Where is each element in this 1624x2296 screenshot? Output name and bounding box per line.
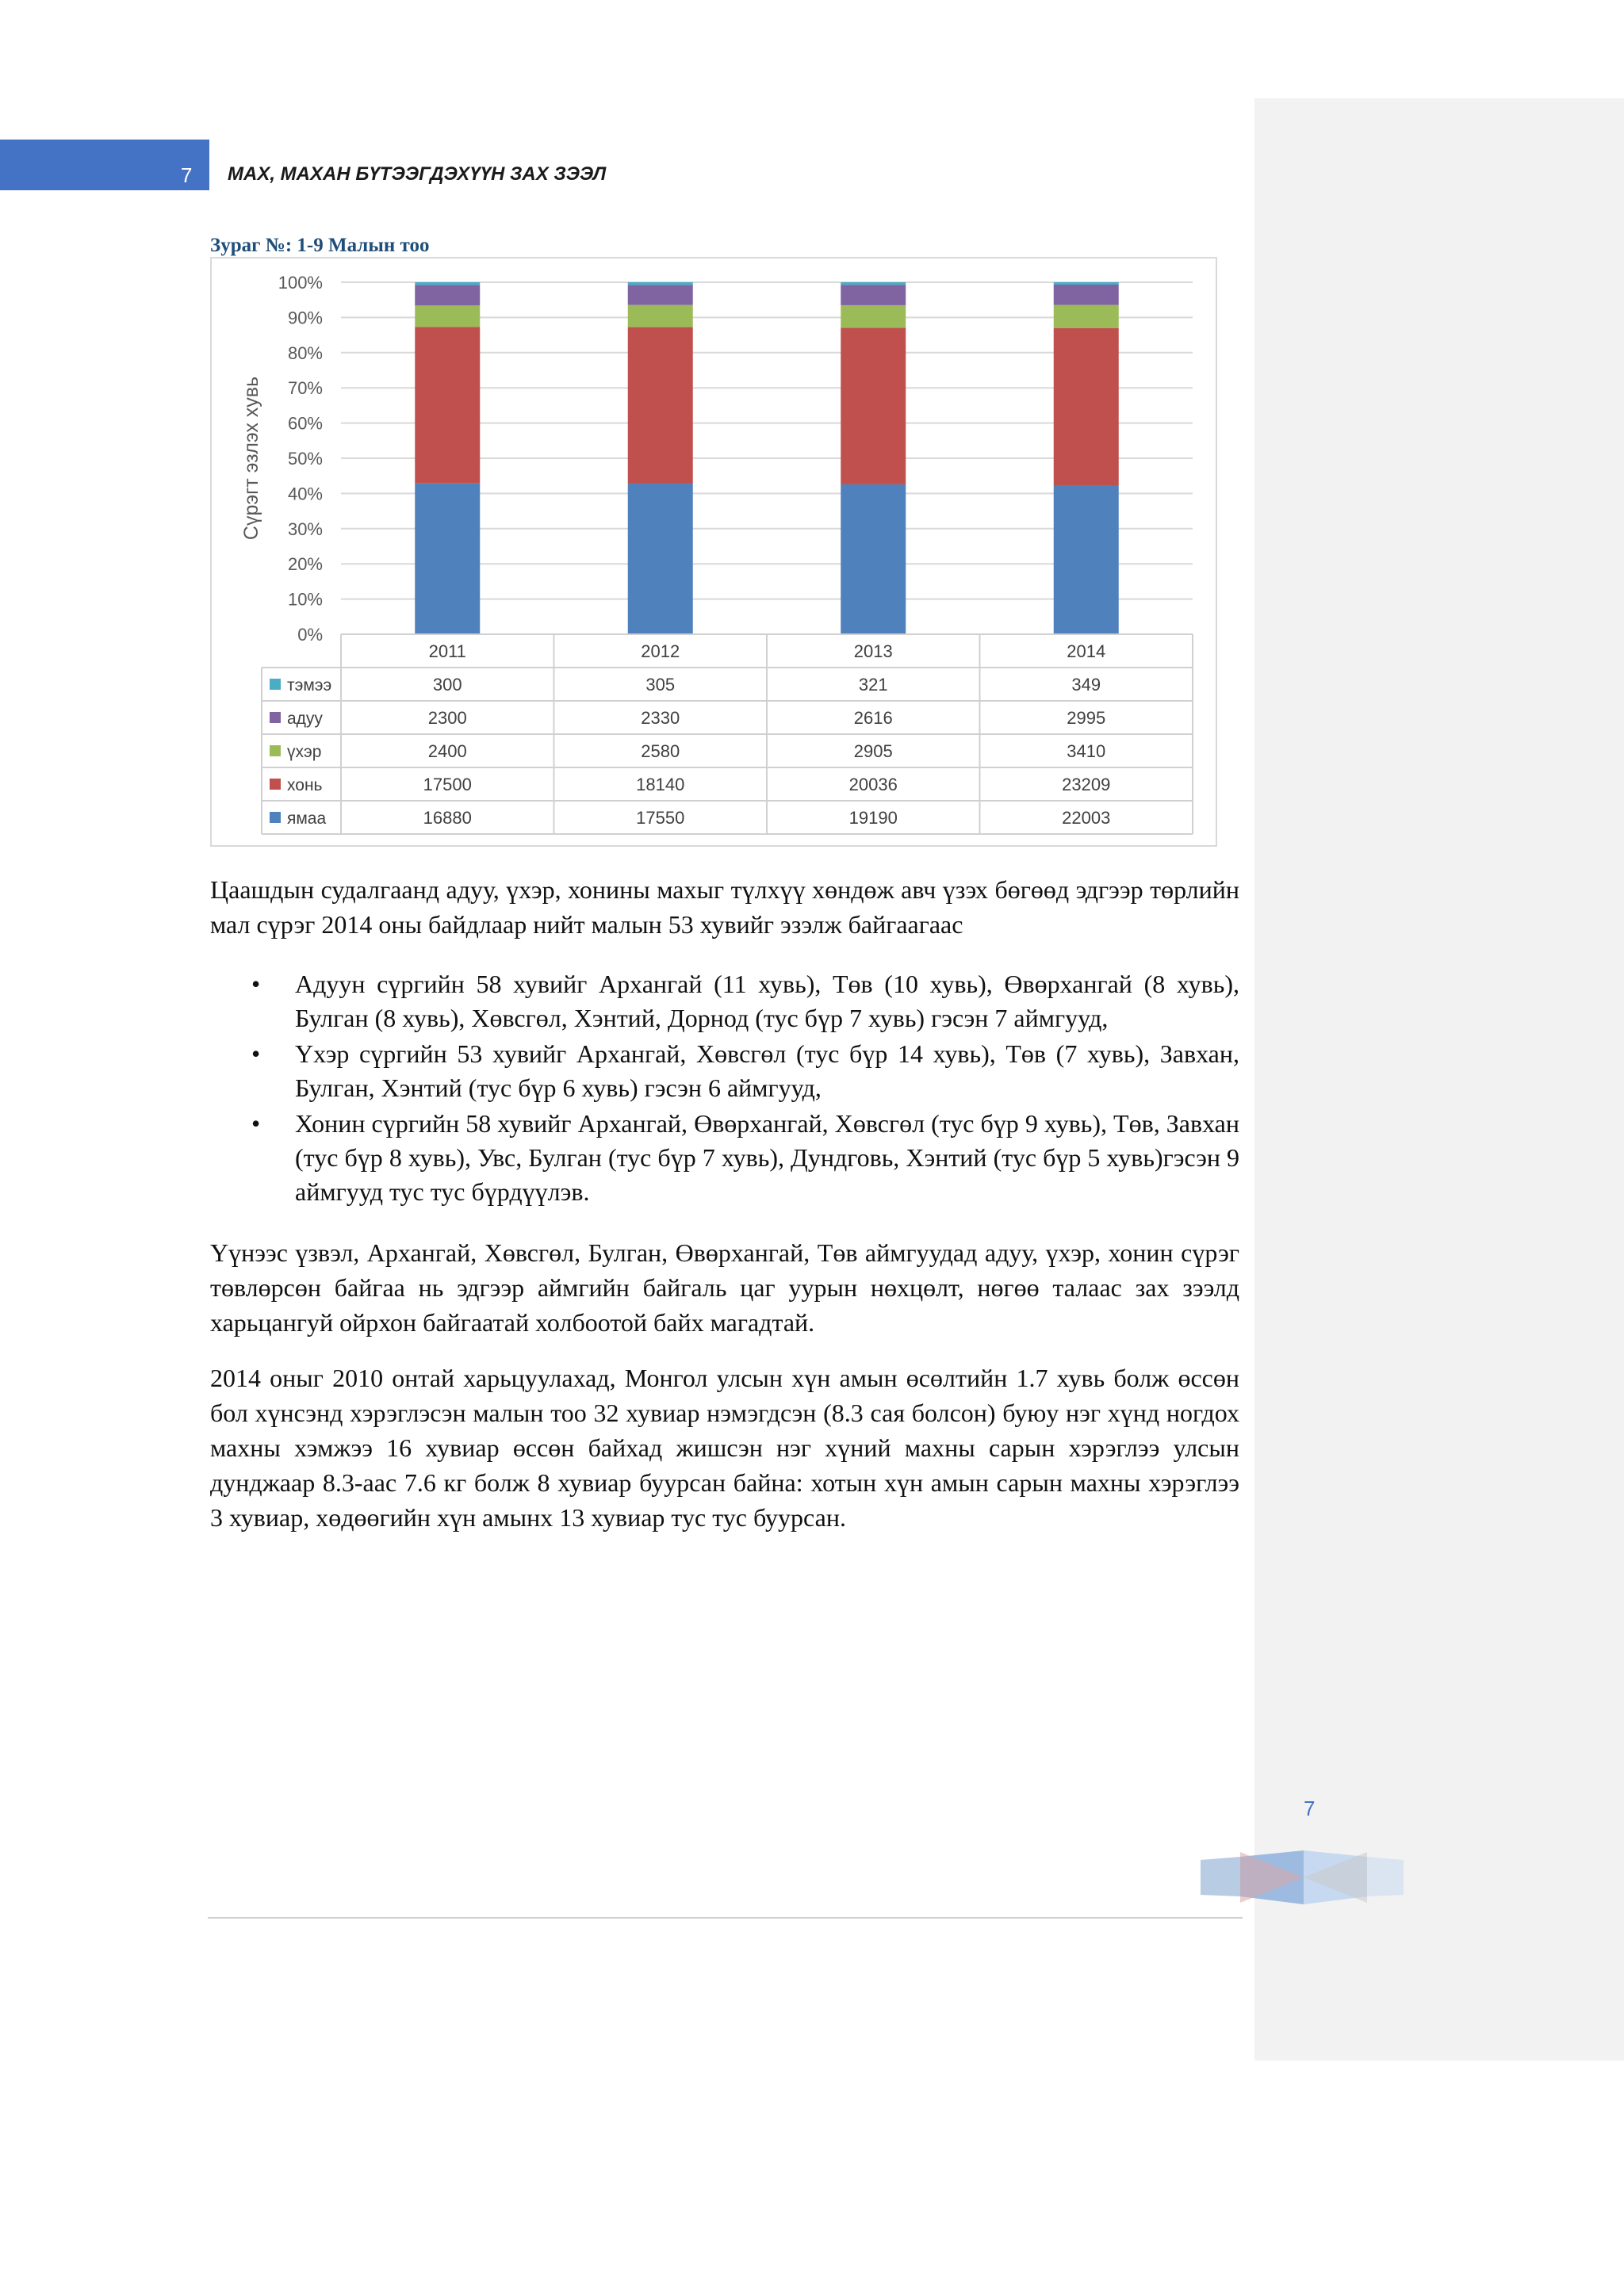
paragraph-intro: Цаашдын судалгаанд адуу, үхэр, хонины махыг түлхүү хөндөж авч үзэх бөгөөд эдгээр төрлийн мал сүрэг 2014 оны байдлаар нийт малын 53 хувийг эзэлж байгаагаас [210, 875, 1239, 939]
legend-key [270, 745, 281, 756]
data-table-value: 2300 [427, 708, 467, 728]
bar-segment [1054, 305, 1119, 328]
header-title: МАХ, МАХАН БҮТЭЭГДЭХҮҮН ЗАХ ЗЭЭЛ [228, 163, 607, 185]
bar-segment [841, 305, 906, 328]
page-margin-panel [1254, 98, 1624, 2061]
bar-segment [1054, 485, 1119, 634]
bullet-item-cattle: • Үхэр сүргийн 53 хувийг Архангай, Хөвсгөл (тус бүр 14 хувь), Төв (7 хувь), Завхан, Булган, Хэнтий (тус бүр 6 хувь) гэсэн 6 аймгууд, [210, 1037, 1239, 1105]
data-table-value: 2580 [641, 741, 680, 761]
bar-segment [628, 305, 693, 327]
legend-key [270, 679, 281, 690]
y-tick-label: 10% [287, 589, 323, 610]
bullet-item-sheep: • Хонин сүргийн 58 хувийг Архангай, Өвөрхангай, Хөвсгөл (тус бүр 9 хувь), Төв, Завхан (тус бүр 8 хувь), Увс, Булган (тус бүр 7 хувь), Дундговь, Хэнтий (тус бүр 5 хувь)гэсэн 9 аймгууд тус тус бүрдүүлэв. [210, 1107, 1239, 1209]
y-tick-label: 70% [287, 378, 323, 399]
bar-segment [1054, 285, 1119, 305]
legend-label: тэмээ [287, 676, 332, 695]
legend-key [270, 812, 281, 823]
x-category-label: 2012 [641, 641, 680, 661]
header-bar [0, 140, 209, 190]
bullet-list [210, 967, 1239, 1211]
y-tick-label: 90% [287, 308, 323, 328]
x-category-label: 2011 [428, 641, 466, 661]
y-tick-label: 20% [287, 554, 323, 575]
bar-segment [1054, 328, 1119, 485]
legend-label: хонь [287, 776, 323, 794]
bar-segment [415, 484, 480, 634]
page-ribbon-icon [1201, 1846, 1404, 1909]
data-table-value: 20036 [848, 775, 898, 794]
legend-key [270, 712, 281, 723]
data-table-value: 321 [858, 675, 888, 695]
data-table-value: 22003 [1062, 808, 1111, 828]
data-table-value: 16880 [423, 808, 472, 828]
data-table-value: 349 [1071, 675, 1101, 695]
data-table-value: 17550 [636, 808, 685, 828]
bar-segment [415, 305, 480, 327]
y-tick-label: 40% [287, 484, 323, 504]
bar-segment [628, 285, 693, 304]
y-tick-label: 60% [287, 413, 323, 434]
bar-segment [628, 327, 693, 484]
bar-segment [415, 282, 480, 285]
bar-segment [1054, 282, 1119, 285]
paragraph-conclusion: Үүнээс үзвэл, Архангай, Хөвсгөл, Булган, Өвөрхангай, Төв аймгуудад адуу, үхэр, хонин сүрэг төвлөрсөн байгаа нь эдгээр аймгийн байгаль цаг уурын нөхцөлт, нөгөө талаас зах зээлд харьцангуй ойрхон байгаатай холбоотой байх магадтай. [210, 1238, 1239, 1337]
paragraph-comparison: 2014 оныг 2010 онтай харьцуулахад, Монгол улсын хүн амын өсөлтийн 1.7 хувь болж өссөн бол хүнсэнд хэрэглэсэн малын тоо 32 хувиар нэмэгдсэн (8.3 сая болсон) буюу нэг хүнд ногдох махны хэмжээ 16 хувиар өссөн байхад жишсэн нэг хүний махны сарын хэрэглээ улсын дунджаар 8.3-аас 7.6 кг болж 8 хувиар буурсан байна: хотын хүн амын сарын махны хэрэглээ 3 хувиар, хөдөөгийн хүн амынх 13 хувиар тус тус буурсан. [210, 1364, 1239, 1532]
legend-label: ямаа [287, 809, 327, 828]
y-axis-title: Сүрэгт эзлэх хувь [240, 376, 262, 541]
data-table-value: 17500 [423, 775, 472, 794]
data-table-value: 2995 [1067, 708, 1106, 728]
data-table-value: 300 [432, 675, 462, 695]
data-table-value: 18140 [636, 775, 685, 794]
data-table-value: 2616 [853, 708, 893, 728]
data-table-value: 23209 [1062, 775, 1111, 794]
y-tick-label: 100% [278, 273, 323, 293]
legend-key [270, 779, 281, 790]
bar-segment [841, 285, 906, 305]
data-table-value: 2400 [427, 741, 467, 761]
data-table-value: 2905 [853, 741, 893, 761]
header-page-number: 7 [181, 163, 193, 187]
x-category-label: 2013 [853, 641, 893, 661]
bar-segment [841, 484, 906, 634]
footer-divider [208, 1917, 1243, 1919]
data-table-value: 2330 [641, 708, 680, 728]
chart-container [210, 257, 1217, 847]
bullet-item-horses: • Адуун сүргийн 58 хувийг Архангай (11 хувь), Төв (10 хувь), Өвөрхангай (8 хувь), Булган (8 хувь), Хөвсгөл, Хэнтий, Дорнод (тус бүр 7 хувь) гэсэн 7 аймгууд, [210, 967, 1239, 1035]
x-category-label: 2014 [1067, 641, 1106, 661]
y-tick-label: 30% [287, 519, 323, 539]
y-tick-label: 50% [287, 449, 323, 469]
stacked-bar-chart [212, 258, 1216, 845]
legend-label: үхэр [287, 743, 322, 761]
data-table-value: 19190 [848, 808, 898, 828]
bar-segment [841, 282, 906, 285]
bar-segment [841, 328, 906, 484]
data-table-value: 3410 [1067, 741, 1106, 761]
footer-page-number: 7 [1304, 1797, 1316, 1820]
bar-segment [628, 282, 693, 285]
figure-caption: Зураг №: 1-9 Малын тоо [210, 235, 430, 256]
bar-segment [628, 484, 693, 634]
legend-label: адуу [287, 710, 323, 728]
data-table-value: 305 [645, 675, 676, 695]
y-tick-label: 80% [287, 342, 323, 363]
bar-segment [415, 327, 480, 483]
bar-segment [415, 285, 480, 305]
y-tick-label: 0% [297, 625, 323, 645]
